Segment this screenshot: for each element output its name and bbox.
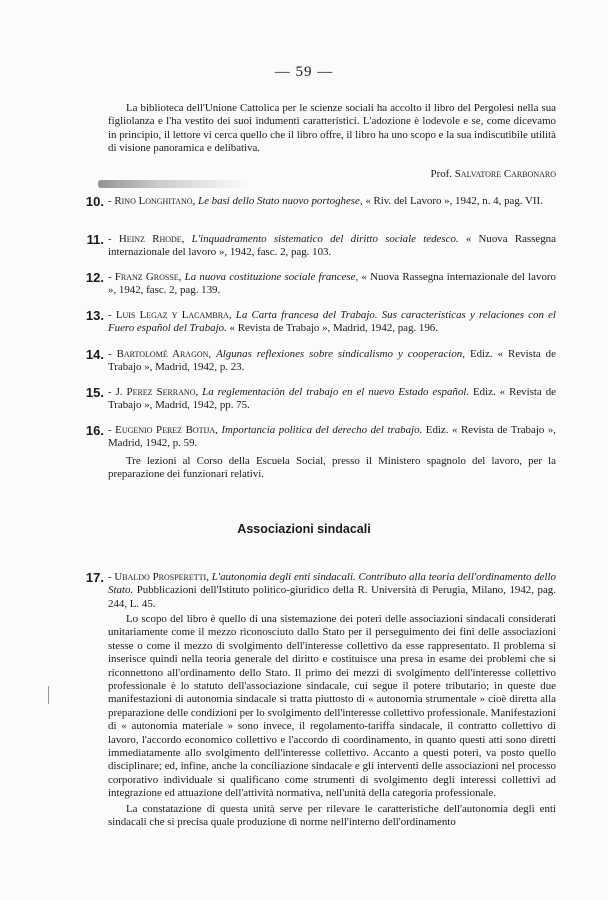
entry-author: Rino Longhitano, [114,195,196,207]
entry-title: La reglementaciòn del trabajo en el nuevo Estado español. [202,386,470,398]
entry-details: « Revista de Trabajo », Madrid, 1942, pag. 196. [229,322,438,335]
bibliography-entry [64,233,556,260]
entry-title: La Carta francesa del Trabajo. Sus caracteristicas y relaciones con el Fuero español del Trabajo. [108,309,556,335]
section-heading: Associazioni sindacali [237,522,371,536]
entry-number: 13. [85,308,104,323]
bibliography-entry [64,195,556,208]
bibliography-entry [64,309,556,336]
entry-title: Le basi dello Stato nuovo portoghese, [198,195,363,207]
page-number: — 59 — [274,64,334,80]
entry-text: - Ubaldo Prosperetti, L'autonomia degli enti sindacali. Contributo alla teoria dell'ordinamento dello Stato. Pubblicazioni dell'Istituto politico-giuridico della R. Università di Perugia, Milano, 1942, pag. 244, L. 45. [108,571,556,610]
entry-number: 17. [85,570,104,585]
entry-details: « Nuova Rassegna internazionale del lavoro », 1942, fasc. 2, pag. 103. [108,233,556,259]
signature-name: Salvatore Carbonaro [454,168,556,180]
entry-text: - Rino Longhitano, Le basi dello Stato nuovo portoghese, « Riv. del Lavoro », 1942, n. 4, pag. VII. [108,195,543,207]
intro-paragraph: La biblioteca dell'Unione Cattolica per le scienze sociali ha accolto il libro del Pergolesi nella sua figliolanza e l'ha vestito dei suoi indumenti caratteristici. L'adozione è lodevole e se, come dicevamo in principio, il lettore vi cerca quello che il libro offre, il libro ha uno scopo e la sua indiscutibile utilità di visione panoramica e delibativa. [108,102,557,155]
entry-title: Importancia politica del derecho del trabajo. [221,424,423,436]
entry-author: Franz Grosse, [114,271,182,283]
body-paragraph: La constatazione di questa unità serve per rilevare le caratteristiche dell'autonomia degli enti sindacali che si precisa quale produzione di norme nell'interno dell'ordinamento [108,803,556,829]
lectures-note: Tre lezioni al Corso della Escuela Social, presso il Ministero spagnolo del lavoro, per la preparazione dei funzionari relativi. [108,455,556,481]
entry-title: L'inquadramento sistematico del diritto sociale tedesco. [191,233,459,245]
entry-text: - Heinz Rhode, L'inquadramento sistematico del diritto sociale tedesco. « Nuova Rassegna internazionale del lavoro », 1942, fasc. 2, pag. 103. [108,233,556,259]
entry-text: - Franz Grosse, La nuova costituzione sociale francese, « Nuova Rassegna internazionale del lavoro », 1942, fasc. 2, pag. 139. [108,271,556,297]
ink-smudge [98,180,248,188]
entry-details: « Riv. del Lavoro », 1942, n. 4, pag. VII. [365,195,543,207]
entry-author: J. Perez Serrano, [115,386,199,398]
entry-number: 16. [85,423,104,438]
entry-number: 10. [85,194,104,209]
bibliography-entry [64,424,556,451]
entry-author: Luis Legaz y Lacambra, [115,309,232,321]
entry-details: Ediz. « Revista de Trabajo », Madrid, 1942, p. 59. [108,424,556,450]
signature-prefix: Prof. [430,168,453,180]
entry-author: Heinz Rhode, [118,233,185,245]
body-paragraph: Lo scopo del libro è quello di una sistemazione dei poteri delle associazioni sindacali considerati unitariamente come il mezzo riconosciuto dallo Stato per il perseguimento dei fini delle associazioni stesse o come il mezzo di svolgimento dell'interesse collettivo da esse rappresentato. Il problema si inserisce quindi nella teoria generale del diritto e costituisce una presa in esame dei problemi che si riconnettono all'ordinamento dello Stato. Il primo dei mezzi di svolgimento dell'interesse collettivo professionale è lo statuto dell'associazione sindacale, cui segue il potere tributario; in queste due manifestazioni di autonomia sindacale si tratta piuttosto di « autonomia strumentale » cioè diretta alla preparazione delle condizioni per lo svolgimento dell'interesse collettivo professionale. Manifestazioni di « autonomia materiale » sono invece, il regolamento-tariffa sindacale, il contratto collettivo di lavoro, l'accordo economico collettivo e l'accordo di coordinamento, in quanto questi atti sono diretti immediatamente allo svolgimento dell'interesse collettivo. Accanto a questi poteri, va posto quello disciplinare; ed, infine, anche la conciliazione sindacale e gli interventi delle associazioni nel processo corporativo individuale si qualificano come strumenti di svolgimento degli interessi collettivi ad integrazione ed attuazione dell'attività normativa, nell'unità della categoria professionale. [108,613,556,800]
entry-details: Pubblicazioni dell'Istituto politico-giuridico della R. Università di Perugia, Milano, 1942, pag. 244, L. 45. [108,584,556,610]
entry-number: 12. [85,270,104,285]
entry-author: Eugenio Perez Botija, [115,424,218,436]
bibliography-entry [64,571,556,611]
entry-details: Ediz. « Revista de Trabajo », Madrid, 1942, p. 23. [108,348,556,374]
entry-number: 11. [86,232,104,247]
entry-details: Ediz. « Revista de Trabajo », Madrid, 1942, pp. 75. [108,386,556,412]
entry-author: Ubaldo Prosperetti, [114,571,209,583]
entry-text: - Eugenio Perez Botija, Importancia politica del derecho del trabajo. Ediz. « Revista de Trabajo », Madrid, 1942, p. 59. [108,424,556,450]
entry-text: - Luis Legaz y Lacambra, La Carta francesa del Trabajo. Sus caracteristicas y relaciones con el Fuero español del Trabajo. « Revista de Trabajo », Madrid, 1942, pag. 196. [108,309,556,335]
bibliography-entry [64,271,556,298]
margin-mark [48,686,53,704]
entry-author: Bartolomè Aragon, [116,348,212,360]
bibliography-entry [64,386,556,413]
entry-text: - J. Perez Serrano, La reglementaciòn del trabajo en el nuevo Estado español. Ediz. « Revista de Trabajo », Madrid, 1942, pp. 75. [108,386,556,412]
entry-details: « Nuova Rassegna internazionale del lavoro », 1942, fasc. 2, pag. 139. [108,271,556,297]
entry-text: - Bartolomè Aragon, Algunas reflexiones sobre sindicalismo y cooperacion, Ediz. « Revista de Trabajo », Madrid, 1942, p. 23. [108,348,556,374]
entry-number: 14. [85,347,104,362]
entry-number: 15. [85,385,104,400]
entry-title: L'autonomia degli enti sindacali. Contributo alla teoria dell'ordinamento dello Stato. [108,571,556,597]
entry-title: La nuova costituzione sociale francese, [184,271,359,283]
entry-title: Algunas reflexiones sobre sindicalismo y cooperacion, [216,348,465,360]
bibliography-entry [64,348,556,375]
